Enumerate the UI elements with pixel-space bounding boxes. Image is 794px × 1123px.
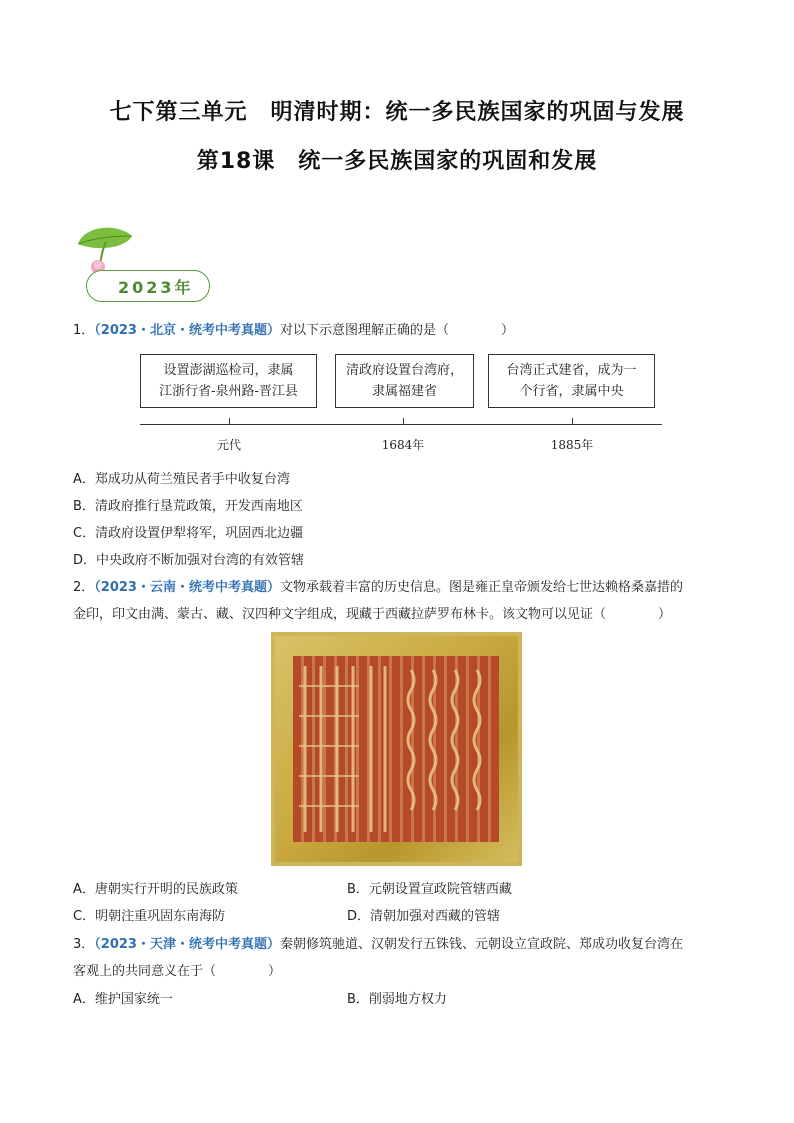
question-1-stem: [73, 317, 733, 345]
question-source: （2023・云南・统考中考真题）: [94, 580, 280, 595]
timeline-label: 1684年: [381, 438, 425, 452]
question-text: 对以下示意图理解正确的是（ ）: [279, 323, 514, 338]
timeline-box-yuan: [140, 354, 317, 408]
option-3b: B．削弱地方权力: [347, 992, 447, 1007]
question-number: 2．: [73, 580, 95, 595]
unit-title: 七下第三单元 明清时期：统一多民族国家的巩固与发展: [109, 100, 685, 125]
timeline-box-text: 个行省，隶属中央: [519, 384, 624, 399]
question-3-stem-cont: 客观上的共同意义在于（ ）: [73, 964, 282, 979]
question-number: 3．: [73, 937, 95, 952]
question-2-stem-cont: 金印，印文由满、蒙古、藏、汉四种文字组成，现藏于西藏拉萨罗布林卡。该文物可以见证（ ）: [73, 607, 672, 622]
timeline-tick: [572, 418, 573, 425]
seal-face: [293, 656, 499, 842]
timeline-box-text: 清政府设置台湾府，: [345, 363, 463, 378]
timeline-box-text: 隶属福建省: [371, 384, 437, 399]
timeline-label: 元代: [216, 438, 242, 452]
option-2a: A．唐朝实行开明的民族政策: [73, 882, 238, 897]
timeline-axis: [140, 424, 662, 425]
seal-script-icon: [293, 656, 499, 842]
golden-seal-photo: [271, 632, 522, 866]
timeline-tick: [229, 418, 230, 425]
timeline-diagram: [140, 354, 662, 458]
question-text: 文物承载着丰富的历史信息。图是雍正皇帝颁发给七世达赖格桑嘉措的: [279, 580, 683, 595]
timeline-box-1684: [335, 354, 474, 408]
option-2d: D．清朝加强对西藏的管辖: [347, 909, 501, 924]
timeline-box-1885: [488, 354, 655, 408]
question-source: （2023・天津・统考中考真题）: [94, 937, 280, 952]
timeline-box-text: 江浙行省-泉州路-晋江县: [159, 384, 298, 399]
year-label: 2023年: [118, 278, 194, 297]
option-1c: C．清政府设置伊犁将军，巩固西北边疆: [73, 526, 304, 541]
timeline-box-text: 台湾正式建省，成为一: [506, 363, 637, 378]
question-number: 1．: [73, 323, 95, 338]
option-1b: B．清政府推行垦荒政策，开发西南地区: [73, 499, 303, 514]
question-source: （2023・北京・统考中考真题）: [94, 323, 280, 338]
year-badge: [76, 222, 212, 304]
option-2b: B．元朝设置宣政院管辖西藏: [347, 882, 512, 897]
lesson-title: 第18课 统一多民族国家的巩固和发展: [196, 149, 598, 174]
option-1a: A．郑成功从荷兰殖民者手中收复台湾: [73, 472, 290, 487]
option-3a: A．维护国家统一: [73, 992, 173, 1007]
question-2-stem: [73, 574, 733, 602]
question-text: 秦朝修筑驰道、汉朝发行五铢钱、元朝设立宣政院、郑成功收复台湾在: [279, 937, 683, 952]
option-1d: D．中央政府不断加强对台湾的有效管辖: [73, 553, 305, 568]
timeline-tick: [403, 418, 404, 425]
option-2c: C．明朝注重巩固东南海防: [73, 909, 226, 924]
question-3-stem: [73, 931, 733, 959]
timeline-label: 1885年: [550, 438, 594, 452]
timeline-box-text: 设置澎湖巡检司，隶属: [163, 363, 294, 378]
year-pill: [86, 270, 210, 302]
